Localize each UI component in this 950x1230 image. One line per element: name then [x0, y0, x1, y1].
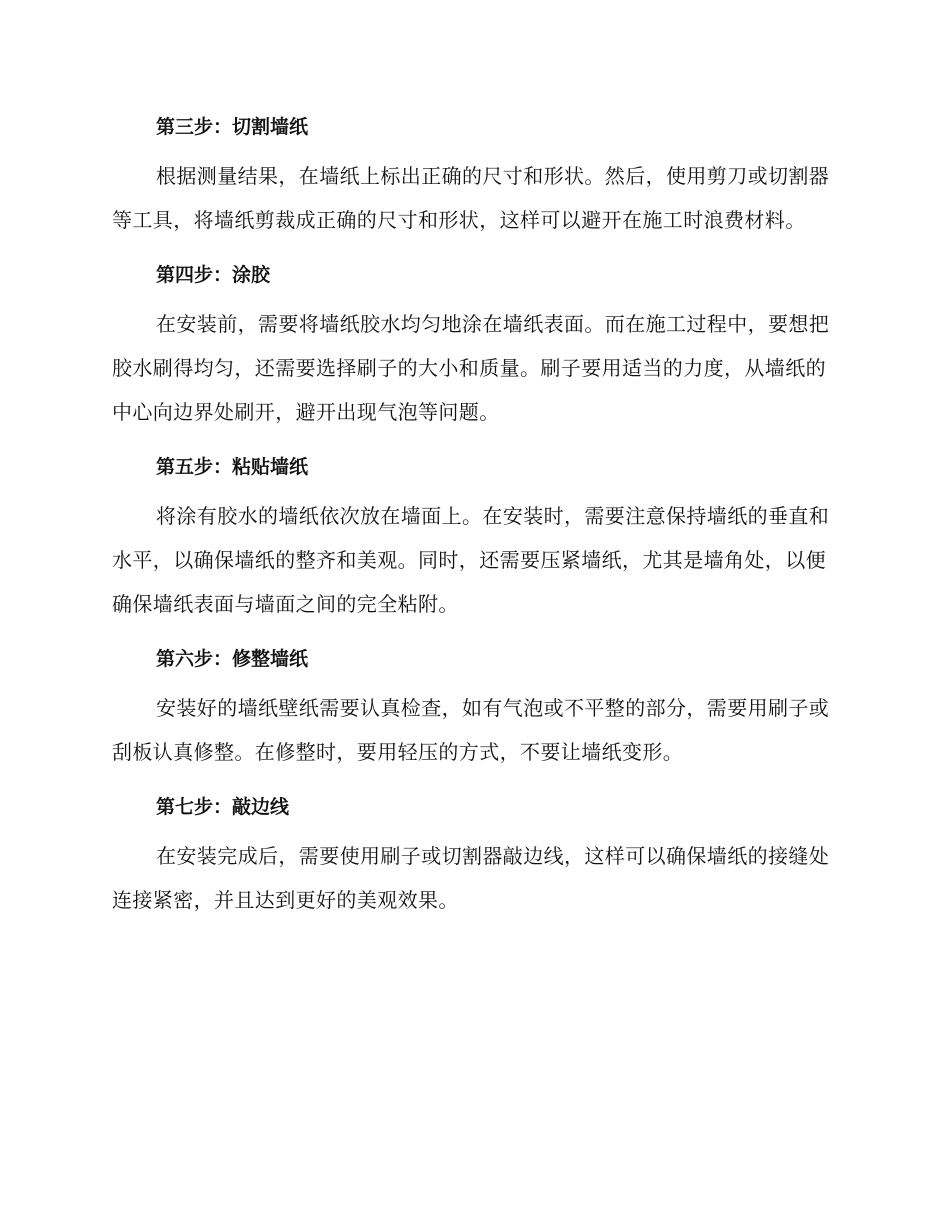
section-paragraph-step-3: 根据测量结果，在墙纸上标出正确的尺寸和形状。然后，使用剪刀或切割器等工具，将墙纸剪裁成正确的尺寸和形状，这样可以避开在施工时浪费材料。: [112, 164, 830, 232]
section-heading-step-5: 第五步：粘贴墙纸: [156, 456, 309, 478]
section-paragraph-step-4: 在安装前，需要将墙纸胶水均匀地涂在墙纸表面。而在施工过程中，要想把胶水刷得均匀，还需要选择刷子的大小和质量。刷子要用适当的力度，从墙纸的中心向边界处刷开，避开出现气泡等问题。: [112, 312, 830, 424]
document-body: [112, 108, 832, 936]
section-paragraph-step-7: 在安装完成后，需要使用刷子或切割器敲边线，这样可以确保墙纸的接缝处连接紧密，并且达到更好的美观效果。: [112, 844, 830, 912]
section-heading-step-7: 第七步：敲边线: [156, 796, 290, 818]
section-paragraph-step-5: 将涂有胶水的墙纸依次放在墙面上。在安装时，需要注意保持墙纸的垂直和水平，以确保墙纸的整齐和美观。同时，还需要压紧墙纸，尤其是墙角处，以便确保墙纸表面与墙面之间的完全粘附。: [112, 504, 830, 616]
section-heading-step-4: 第四步：涂胶: [156, 264, 271, 286]
section-paragraph-step-6: 安装好的墙纸壁纸需要认真检查，如有气泡或不平整的部分，需要用刷子或刮板认真修整。在修整时，要用轻压的方式，不要让墙纸变形。: [112, 696, 830, 764]
section-heading-step-6: 第六步：修整墙纸: [156, 648, 309, 670]
section-heading-step-3: 第三步：切割墙纸: [156, 116, 309, 138]
